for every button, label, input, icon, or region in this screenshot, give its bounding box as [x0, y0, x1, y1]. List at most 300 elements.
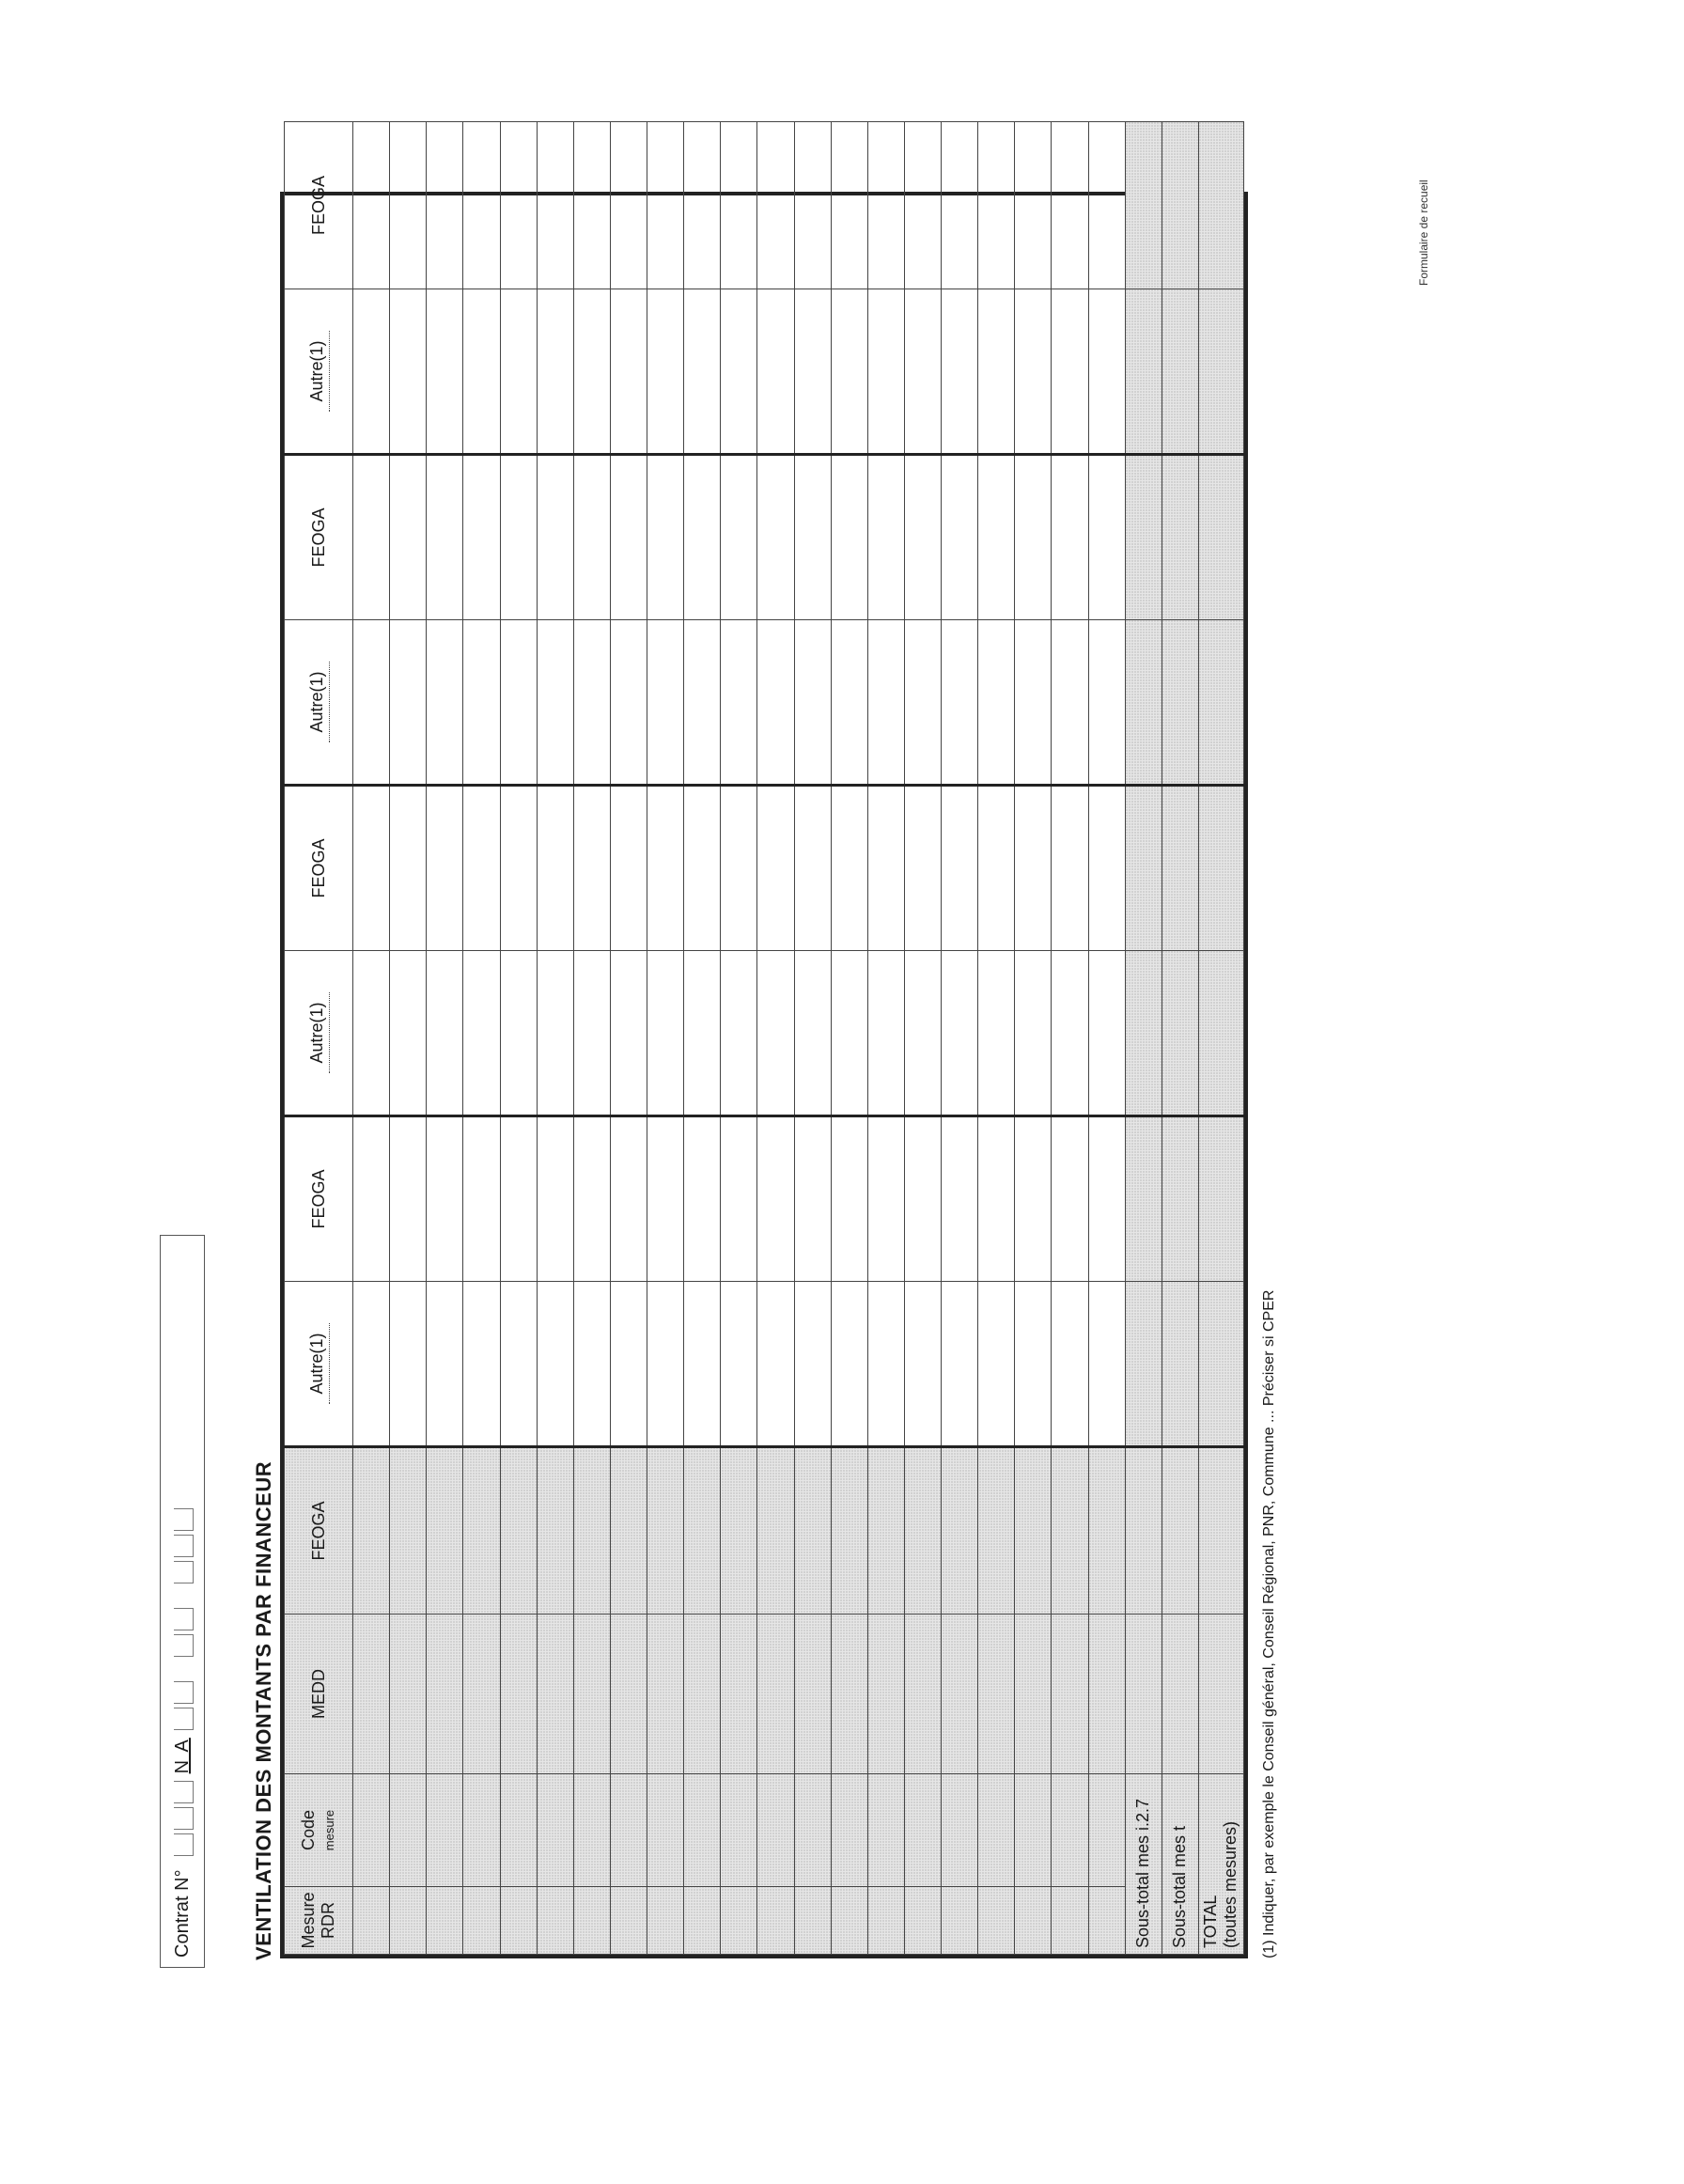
table-cell[interactable] — [1052, 1447, 1088, 1615]
table-cell[interactable] — [1125, 1116, 1162, 1282]
table-cell[interactable] — [757, 951, 794, 1116]
table-cell[interactable] — [757, 1774, 794, 1887]
table-cell[interactable] — [463, 122, 500, 289]
table-cell[interactable] — [831, 1774, 867, 1887]
table-cell[interactable] — [1052, 289, 1088, 455]
table-cell[interactable] — [353, 1282, 390, 1447]
table-cell[interactable] — [684, 455, 721, 620]
table-cell[interactable] — [978, 786, 1015, 951]
table-cell[interactable] — [537, 1774, 573, 1887]
table-cell[interactable] — [684, 1282, 721, 1447]
table-cell[interactable] — [1015, 1282, 1052, 1447]
table-cell[interactable] — [1015, 1447, 1052, 1615]
table-cell[interactable] — [978, 620, 1015, 786]
table-cell[interactable] — [353, 620, 390, 786]
side-note: Formulaire de recueil — [1417, 179, 1430, 286]
table-row — [1088, 122, 1125, 1955]
table-cell[interactable] — [1162, 1447, 1198, 1615]
table-cell[interactable] — [610, 1774, 647, 1887]
table-cell[interactable] — [978, 1615, 1015, 1774]
contrat-digit-slot — [174, 1833, 194, 1856]
table-cell[interactable] — [1088, 1887, 1125, 1955]
table-cell[interactable] — [794, 122, 831, 289]
table-cell[interactable] — [390, 289, 427, 455]
table-cell[interactable] — [353, 951, 390, 1116]
table-cell[interactable] — [721, 1447, 757, 1615]
table-cell[interactable] — [390, 1774, 427, 1887]
table-cell[interactable] — [904, 951, 941, 1116]
table-cell[interactable] — [537, 1447, 573, 1615]
table-cell[interactable] — [647, 1887, 684, 1955]
table-cell[interactable] — [573, 1447, 610, 1615]
table-cell[interactable] — [757, 1887, 794, 1955]
table-cell[interactable] — [353, 1615, 390, 1774]
table-cell[interactable] — [867, 1774, 904, 1887]
contrat-code-text: N A — [171, 1738, 193, 1774]
table-cell[interactable] — [537, 1615, 573, 1774]
table-cell[interactable] — [904, 620, 941, 786]
table-cell[interactable] — [463, 1447, 500, 1615]
table-cell[interactable] — [757, 1615, 794, 1774]
table-cell[interactable] — [794, 1774, 831, 1887]
table-cell[interactable] — [500, 1282, 537, 1447]
table-cell[interactable] — [721, 951, 757, 1116]
table-cell[interactable] — [537, 1282, 573, 1447]
table-cell[interactable] — [1162, 289, 1198, 455]
table-cell[interactable] — [353, 786, 390, 951]
table-cell[interactable] — [573, 1282, 610, 1447]
table-cell[interactable] — [1088, 122, 1125, 289]
table-cell[interactable] — [610, 455, 647, 620]
table-cell[interactable] — [867, 122, 904, 289]
table-cell[interactable] — [721, 1615, 757, 1774]
table-cell[interactable] — [867, 1282, 904, 1447]
table-cell[interactable] — [1052, 122, 1088, 289]
table-cell[interactable] — [904, 1116, 941, 1282]
table-cell[interactable] — [904, 289, 941, 455]
table-cell[interactable] — [978, 122, 1015, 289]
table-cell[interactable] — [463, 1887, 500, 1955]
table-cell[interactable] — [647, 1447, 684, 1615]
table-cell[interactable] — [1052, 1774, 1088, 1887]
table-cell[interactable] — [942, 951, 978, 1116]
table-cell[interactable] — [904, 1615, 941, 1774]
table-cell[interactable] — [867, 289, 904, 455]
table-cell[interactable] — [1052, 620, 1088, 786]
table-row — [353, 122, 390, 1955]
table-cell[interactable] — [610, 1116, 647, 1282]
contrat-label: Contrat N° — [171, 1869, 193, 1958]
contrat-digit-slot — [174, 1608, 194, 1630]
table-cell[interactable] — [1125, 1282, 1162, 1447]
table-cell[interactable] — [610, 1615, 647, 1774]
table-cell[interactable] — [794, 951, 831, 1116]
table-cell[interactable] — [721, 455, 757, 620]
table-cell[interactable] — [942, 1615, 978, 1774]
table-cell[interactable] — [573, 1116, 610, 1282]
table-cell[interactable] — [1088, 1116, 1125, 1282]
table-cell[interactable] — [610, 289, 647, 455]
table-cell[interactable] — [610, 1282, 647, 1447]
table-cell[interactable] — [500, 455, 537, 620]
contrat-digit-slot — [174, 1508, 194, 1531]
table-cell[interactable] — [721, 620, 757, 786]
table-cell[interactable] — [867, 620, 904, 786]
table-cell[interactable] — [427, 1774, 463, 1887]
table-cell[interactable] — [978, 289, 1015, 455]
table-cell[interactable] — [942, 786, 978, 951]
table-cell[interactable] — [573, 1774, 610, 1887]
table-cell[interactable] — [537, 455, 573, 620]
table-cell[interactable] — [831, 951, 867, 1116]
table-cell[interactable] — [647, 289, 684, 455]
col-header-medd: MEDD — [285, 1615, 353, 1774]
table-cell[interactable] — [573, 455, 610, 620]
table-cell[interactable] — [757, 620, 794, 786]
table-cell[interactable] — [353, 1774, 390, 1887]
table-cell[interactable] — [463, 1774, 500, 1887]
table-cell[interactable] — [794, 620, 831, 786]
table-row — [942, 122, 978, 1955]
table-cell[interactable] — [1052, 1282, 1088, 1447]
table-cell[interactable] — [721, 1282, 757, 1447]
table-cell[interactable] — [647, 951, 684, 1116]
table-cell[interactable] — [831, 1116, 867, 1282]
table-cell[interactable] — [867, 455, 904, 620]
table-cell[interactable] — [1088, 620, 1125, 786]
table-cell[interactable] — [537, 122, 573, 289]
table-cell[interactable] — [353, 1887, 390, 1955]
table-cell[interactable] — [500, 1447, 537, 1615]
table-cell[interactable] — [427, 1282, 463, 1447]
table-cell[interactable] — [1198, 122, 1243, 289]
table-cell[interactable] — [427, 951, 463, 1116]
table-cell[interactable] — [867, 1116, 904, 1282]
table-cell[interactable] — [904, 1282, 941, 1447]
table-cell[interactable] — [647, 1282, 684, 1447]
table-cell[interactable] — [610, 951, 647, 1116]
table-cell[interactable] — [721, 289, 757, 455]
table-cell[interactable] — [867, 951, 904, 1116]
table-cell[interactable] — [684, 1447, 721, 1615]
table-cell[interactable] — [721, 1887, 757, 1955]
table-cell[interactable] — [684, 951, 721, 1116]
table-cell[interactable] — [794, 1887, 831, 1955]
table-cell[interactable] — [463, 620, 500, 786]
table-cell[interactable] — [610, 1447, 647, 1615]
table-cell[interactable] — [1198, 1447, 1243, 1615]
table-cell[interactable] — [463, 786, 500, 951]
table-cell[interactable] — [684, 122, 721, 289]
table-cell[interactable] — [500, 1774, 537, 1887]
table-cell[interactable] — [500, 289, 537, 455]
table-cell[interactable] — [1125, 1447, 1162, 1615]
table-cell[interactable] — [1125, 1615, 1162, 1774]
table-cell[interactable] — [573, 122, 610, 289]
table-cell[interactable] — [1125, 122, 1162, 289]
table-cell[interactable] — [573, 620, 610, 786]
table-cell[interactable] — [463, 1116, 500, 1282]
table-cell[interactable] — [573, 1615, 610, 1774]
table-cell[interactable] — [978, 455, 1015, 620]
table-cell[interactable] — [1198, 620, 1243, 786]
table-cell[interactable] — [1198, 951, 1243, 1116]
table-cell[interactable] — [647, 122, 684, 289]
table-cell[interactable] — [684, 1774, 721, 1887]
table-cell[interactable] — [463, 1615, 500, 1774]
table-cell[interactable] — [1162, 455, 1198, 620]
table-cell[interactable] — [353, 122, 390, 289]
table-cell[interactable] — [721, 1774, 757, 1887]
table-cell[interactable] — [904, 1887, 941, 1955]
table-cell[interactable] — [610, 1887, 647, 1955]
table-cell[interactable] — [1015, 1887, 1052, 1955]
table-cell[interactable] — [537, 289, 573, 455]
table-cell[interactable] — [831, 455, 867, 620]
table-cell[interactable] — [978, 1887, 1015, 1955]
table-cell[interactable] — [684, 289, 721, 455]
table-cell[interactable] — [942, 620, 978, 786]
table-cell[interactable] — [537, 620, 573, 786]
table-cell[interactable] — [647, 620, 684, 786]
table-cell[interactable] — [904, 455, 941, 620]
table-cell[interactable] — [942, 1774, 978, 1887]
table-cell[interactable] — [500, 1615, 537, 1774]
table-cell[interactable] — [610, 786, 647, 951]
table-cell[interactable] — [942, 289, 978, 455]
table-cell[interactable] — [427, 620, 463, 786]
table-cell[interactable] — [1162, 1615, 1198, 1774]
table-cell[interactable] — [1162, 951, 1198, 1116]
table-cell[interactable] — [794, 289, 831, 455]
table-cell[interactable] — [904, 786, 941, 951]
table-cell[interactable] — [1198, 289, 1243, 455]
table-cell[interactable] — [1052, 951, 1088, 1116]
table-cell[interactable] — [942, 122, 978, 289]
table-cell[interactable] — [427, 122, 463, 289]
table-cell[interactable] — [904, 122, 941, 289]
table-cell[interactable] — [942, 1887, 978, 1955]
table-cell[interactable] — [684, 1615, 721, 1774]
table-cell[interactable] — [684, 1887, 721, 1955]
table-cell[interactable] — [647, 1774, 684, 1887]
table-cell[interactable] — [831, 786, 867, 951]
table-cell[interactable] — [831, 289, 867, 455]
table-cell[interactable] — [573, 1887, 610, 1955]
table-cell[interactable] — [794, 786, 831, 951]
table-cell[interactable] — [647, 455, 684, 620]
table-cell[interactable] — [427, 1615, 463, 1774]
table-cell[interactable] — [1052, 455, 1088, 620]
table-cell[interactable] — [904, 1774, 941, 1887]
table-cell[interactable] — [1015, 1774, 1052, 1887]
table-cell[interactable] — [867, 1447, 904, 1615]
table-cell[interactable] — [757, 1447, 794, 1615]
table-cell[interactable] — [427, 786, 463, 951]
table-row — [537, 122, 573, 1955]
table-cell[interactable] — [353, 455, 390, 620]
table-cell[interactable] — [942, 1447, 978, 1615]
table-cell[interactable] — [1198, 455, 1243, 620]
table-row — [904, 122, 941, 1955]
table-cell[interactable] — [537, 1116, 573, 1282]
table-cell[interactable] — [390, 1447, 427, 1615]
table-cell[interactable] — [1015, 289, 1052, 455]
table-cell[interactable] — [463, 1282, 500, 1447]
table-cell[interactable] — [573, 289, 610, 455]
table-cell[interactable] — [831, 122, 867, 289]
table-cell[interactable] — [390, 951, 427, 1116]
table-cell[interactable] — [831, 620, 867, 786]
table-cell[interactable] — [831, 1282, 867, 1447]
table-cell[interactable] — [610, 620, 647, 786]
table-cell[interactable] — [978, 1774, 1015, 1887]
table-cell[interactable] — [1052, 1887, 1088, 1955]
table-cell[interactable] — [427, 1887, 463, 1955]
table-row — [794, 122, 831, 1955]
table-cell[interactable] — [1052, 1615, 1088, 1774]
table-cell[interactable] — [390, 620, 427, 786]
table-cell[interactable] — [757, 289, 794, 455]
table-cell[interactable] — [1125, 289, 1162, 455]
table-cell[interactable] — [978, 1447, 1015, 1615]
table-cell[interactable] — [721, 786, 757, 951]
table-cell[interactable] — [831, 1615, 867, 1774]
table-cell[interactable] — [904, 1447, 941, 1615]
table-cell[interactable] — [1015, 951, 1052, 1116]
table-cell[interactable] — [794, 455, 831, 620]
table-cell[interactable] — [647, 1116, 684, 1282]
table-cell[interactable] — [1198, 1615, 1243, 1774]
table-cell[interactable] — [1015, 620, 1052, 786]
table-cell[interactable] — [500, 1116, 537, 1282]
table-cell[interactable] — [1088, 951, 1125, 1116]
table-cell[interactable] — [500, 1887, 537, 1955]
table-cell[interactable] — [1162, 620, 1198, 786]
table-cell[interactable] — [794, 1116, 831, 1282]
table-cell[interactable] — [353, 1116, 390, 1282]
table-cell[interactable] — [978, 951, 1015, 1116]
table-cell[interactable] — [1015, 455, 1052, 620]
table-cell[interactable] — [794, 1447, 831, 1615]
table-cell[interactable] — [684, 620, 721, 786]
table-cell[interactable] — [537, 1887, 573, 1955]
table-cell[interactable] — [1052, 1116, 1088, 1282]
table-cell[interactable] — [978, 1282, 1015, 1447]
table-cell[interactable] — [500, 122, 537, 289]
table-cell[interactable] — [1198, 786, 1243, 951]
table-cell[interactable] — [1198, 1282, 1243, 1447]
table-row — [1052, 122, 1088, 1955]
table-cell[interactable] — [500, 951, 537, 1116]
table-cell[interactable] — [1052, 786, 1088, 951]
table-cell[interactable] — [390, 1282, 427, 1447]
table-row — [721, 122, 757, 1955]
table-cell[interactable] — [353, 1447, 390, 1615]
table-cell[interactable] — [427, 455, 463, 620]
table-cell[interactable] — [500, 786, 537, 951]
table-cell[interactable] — [353, 289, 390, 455]
table-cell[interactable] — [390, 1615, 427, 1774]
table-cell[interactable] — [390, 1116, 427, 1282]
col-header-feoga: FEOGA — [285, 786, 353, 951]
table-cell[interactable] — [1162, 1116, 1198, 1282]
table-cell[interactable] — [867, 1887, 904, 1955]
table-cell[interactable] — [390, 122, 427, 289]
table-cell[interactable] — [942, 1282, 978, 1447]
table-cell[interactable] — [537, 951, 573, 1116]
table-cell[interactable] — [1015, 786, 1052, 951]
table-cell[interactable] — [1088, 786, 1125, 951]
table-cell[interactable] — [1088, 1447, 1125, 1615]
table-cell[interactable] — [1125, 786, 1162, 951]
table-cell[interactable] — [1015, 122, 1052, 289]
table-cell[interactable] — [794, 1615, 831, 1774]
table-cell[interactable] — [1088, 1282, 1125, 1447]
table-cell[interactable] — [1015, 1116, 1052, 1282]
table-cell[interactable] — [831, 1887, 867, 1955]
table-cell[interactable] — [1162, 786, 1198, 951]
table-cell[interactable] — [463, 951, 500, 1116]
table-cell[interactable] — [647, 786, 684, 951]
table-cell[interactable] — [1125, 620, 1162, 786]
table-cell[interactable] — [721, 1116, 757, 1282]
table-cell[interactable] — [610, 122, 647, 289]
table-cell[interactable] — [1088, 1774, 1125, 1887]
table-cell[interactable] — [390, 455, 427, 620]
table-cell[interactable] — [537, 786, 573, 951]
table-cell[interactable] — [463, 289, 500, 455]
table-cell[interactable] — [463, 455, 500, 620]
table-cell[interactable] — [1125, 951, 1162, 1116]
table-cell[interactable] — [757, 455, 794, 620]
table-cell[interactable] — [1088, 455, 1125, 620]
table-cell[interactable] — [757, 122, 794, 289]
table-cell[interactable] — [427, 1447, 463, 1615]
table-cell[interactable] — [427, 1116, 463, 1282]
table-cell[interactable] — [573, 951, 610, 1116]
table-cell[interactable] — [831, 1447, 867, 1615]
table-cell[interactable] — [647, 1615, 684, 1774]
table-cell[interactable] — [942, 455, 978, 620]
table-header-row — [285, 122, 353, 1955]
table-cell[interactable] — [1088, 1615, 1125, 1774]
sous-total-t-row — [1162, 122, 1198, 1955]
table-cell[interactable] — [757, 786, 794, 951]
table-cell[interactable] — [978, 1116, 1015, 1282]
table-cell[interactable] — [427, 289, 463, 455]
table-cell[interactable] — [573, 786, 610, 951]
table-cell[interactable] — [867, 1615, 904, 1774]
table-cell[interactable] — [757, 1116, 794, 1282]
table-cell[interactable] — [1125, 455, 1162, 620]
table-cell[interactable] — [684, 786, 721, 951]
table-cell[interactable] — [500, 620, 537, 786]
table-cell[interactable] — [942, 1116, 978, 1282]
table-cell[interactable] — [1162, 1282, 1198, 1447]
table-cell[interactable] — [794, 1282, 831, 1447]
table-cell[interactable] — [1198, 1116, 1243, 1282]
table-cell[interactable] — [1162, 122, 1198, 289]
table-cell[interactable] — [757, 1282, 794, 1447]
table-cell[interactable] — [1015, 1615, 1052, 1774]
table-cell[interactable] — [390, 786, 427, 951]
table-cell[interactable] — [721, 122, 757, 289]
table-cell[interactable] — [867, 786, 904, 951]
table-cell[interactable] — [684, 1116, 721, 1282]
table-cell[interactable] — [1088, 289, 1125, 455]
table-cell[interactable] — [390, 1887, 427, 1955]
